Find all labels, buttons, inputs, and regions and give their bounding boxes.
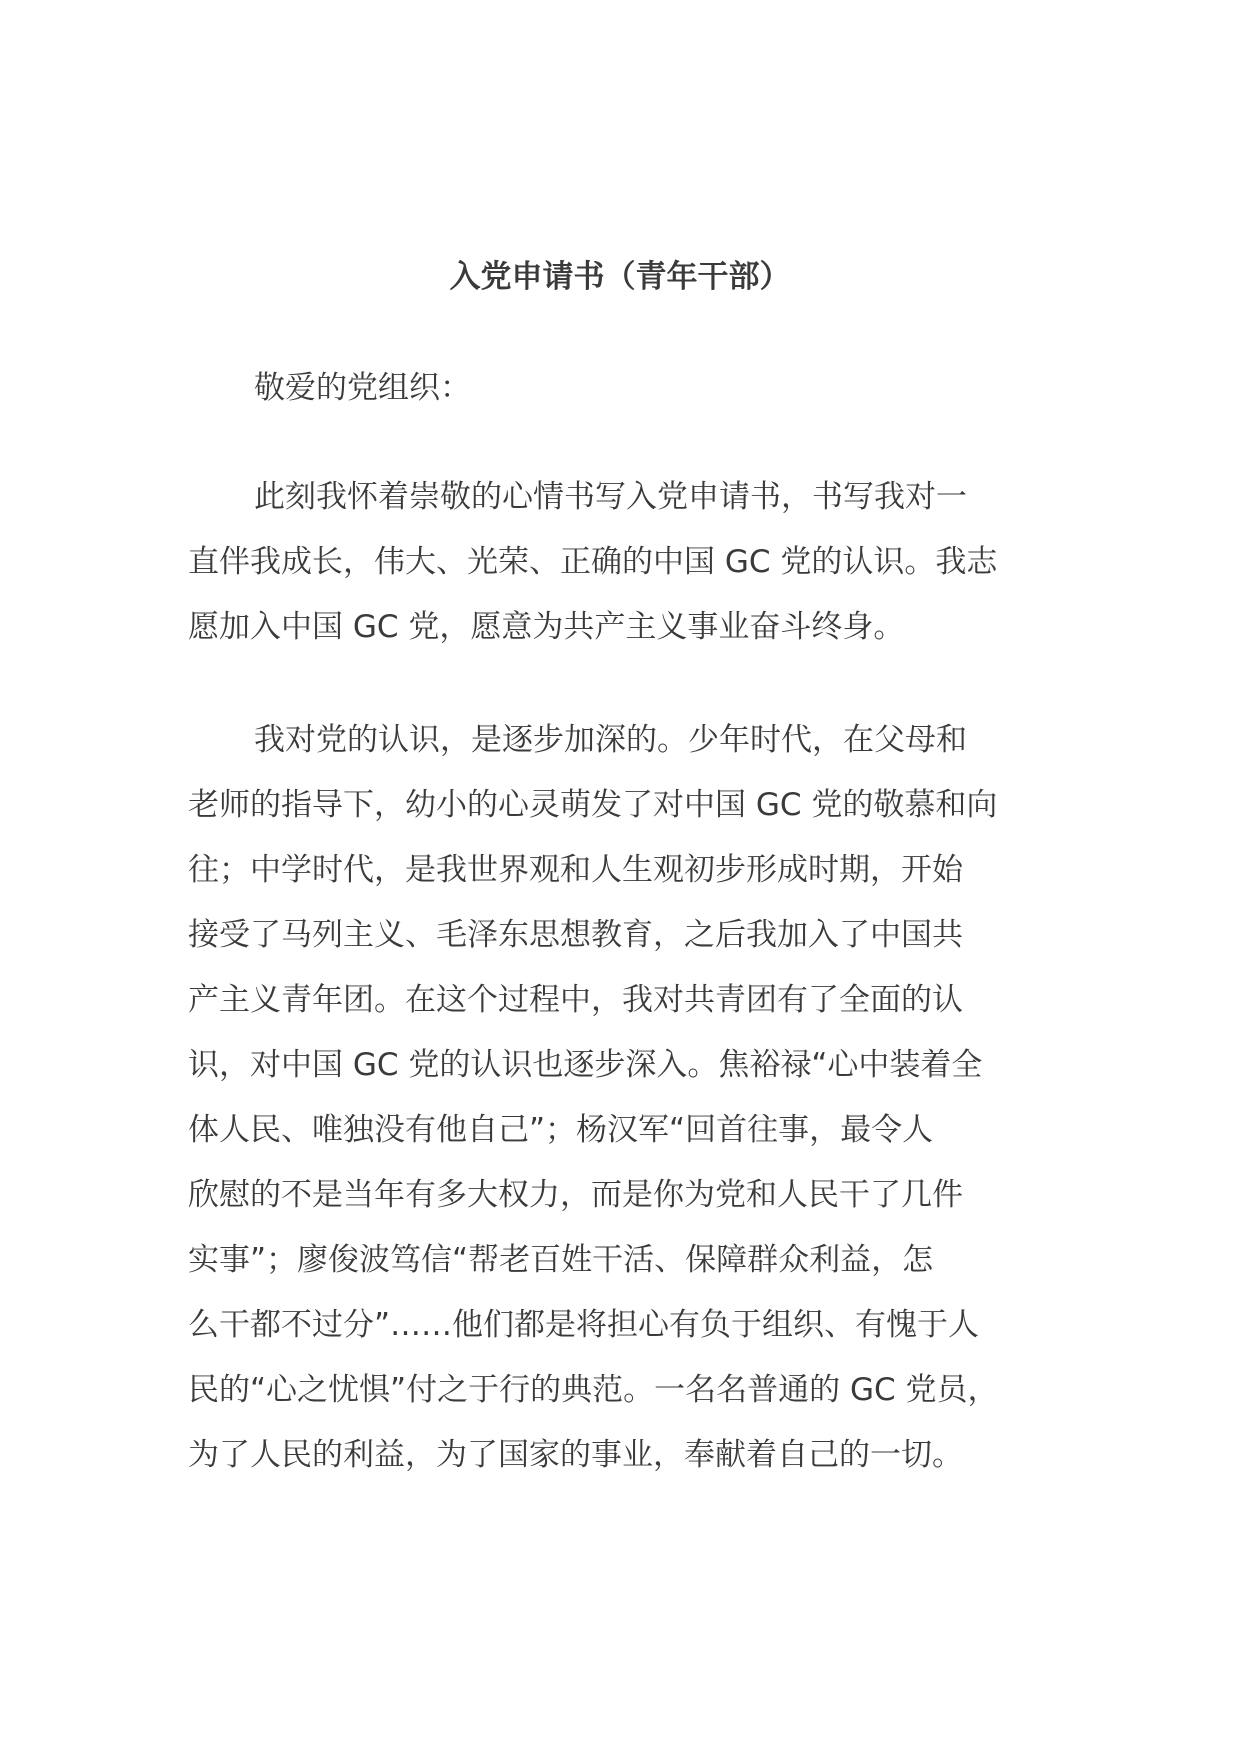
paragraph-line: 我对党的认识，是逐步加深的。少年时代，在父母和 — [254, 722, 967, 758]
paragraph-line: 往；中学时代，是我世界观和人生观初步形成时期，开始 — [188, 852, 963, 888]
document-title: 入党申请书（青年干部） — [449, 259, 791, 295]
paragraph-line: 欣慰的不是当年有多大权力，而是你为党和人民干了几件 — [188, 1177, 963, 1213]
paragraph-line: 产主义青年团。在这个过程中，我对共青团有了全面的认 — [188, 982, 963, 1018]
paragraph-1 — [188, 465, 1088, 660]
paragraph-line: 体人民、唯独没有他自己”；杨汉军“回首往事，最令人 — [188, 1112, 934, 1148]
paragraph-line: 直伴我成长，伟大、光荣、正确的中国 GC 党的认识。我志 — [188, 544, 998, 580]
paragraph-line: 此刻我怀着崇敬的心情书写入党申请书，书写我对一 — [254, 479, 967, 515]
paragraph-line: 接受了马列主义、毛泽东思想教育，之后我加入了中国共 — [188, 917, 963, 953]
paragraph-line: 实事”；廖俊波笃信“帮老百姓干活、保障群众利益，怎 — [188, 1242, 934, 1278]
paragraph-2 — [188, 708, 1088, 1488]
paragraph-line: 老师的指导下，幼小的心灵萌发了对中国 GC 党的敬慕和向 — [188, 787, 998, 823]
salutation: 敬爱的党组织： — [254, 370, 471, 406]
paragraph-line: 民的“心之忧惧”付之于行的典范。一名名普通的 GC 党员， — [188, 1372, 999, 1408]
paragraph-line: 为了人民的利益，为了国家的事业，奉献着自己的一切。 — [188, 1437, 963, 1473]
paragraph-line: 识，对中国 GC 党的认识也逐步深入。焦裕禄“心中装着全 — [188, 1047, 983, 1083]
paragraph-line: 愿加入中国 GC 党，愿意为共产主义事业奋斗终身。 — [188, 609, 905, 645]
paragraph-line: 么干都不过分”……他们都是将担心有负于组织、有愧于人 — [188, 1307, 980, 1343]
